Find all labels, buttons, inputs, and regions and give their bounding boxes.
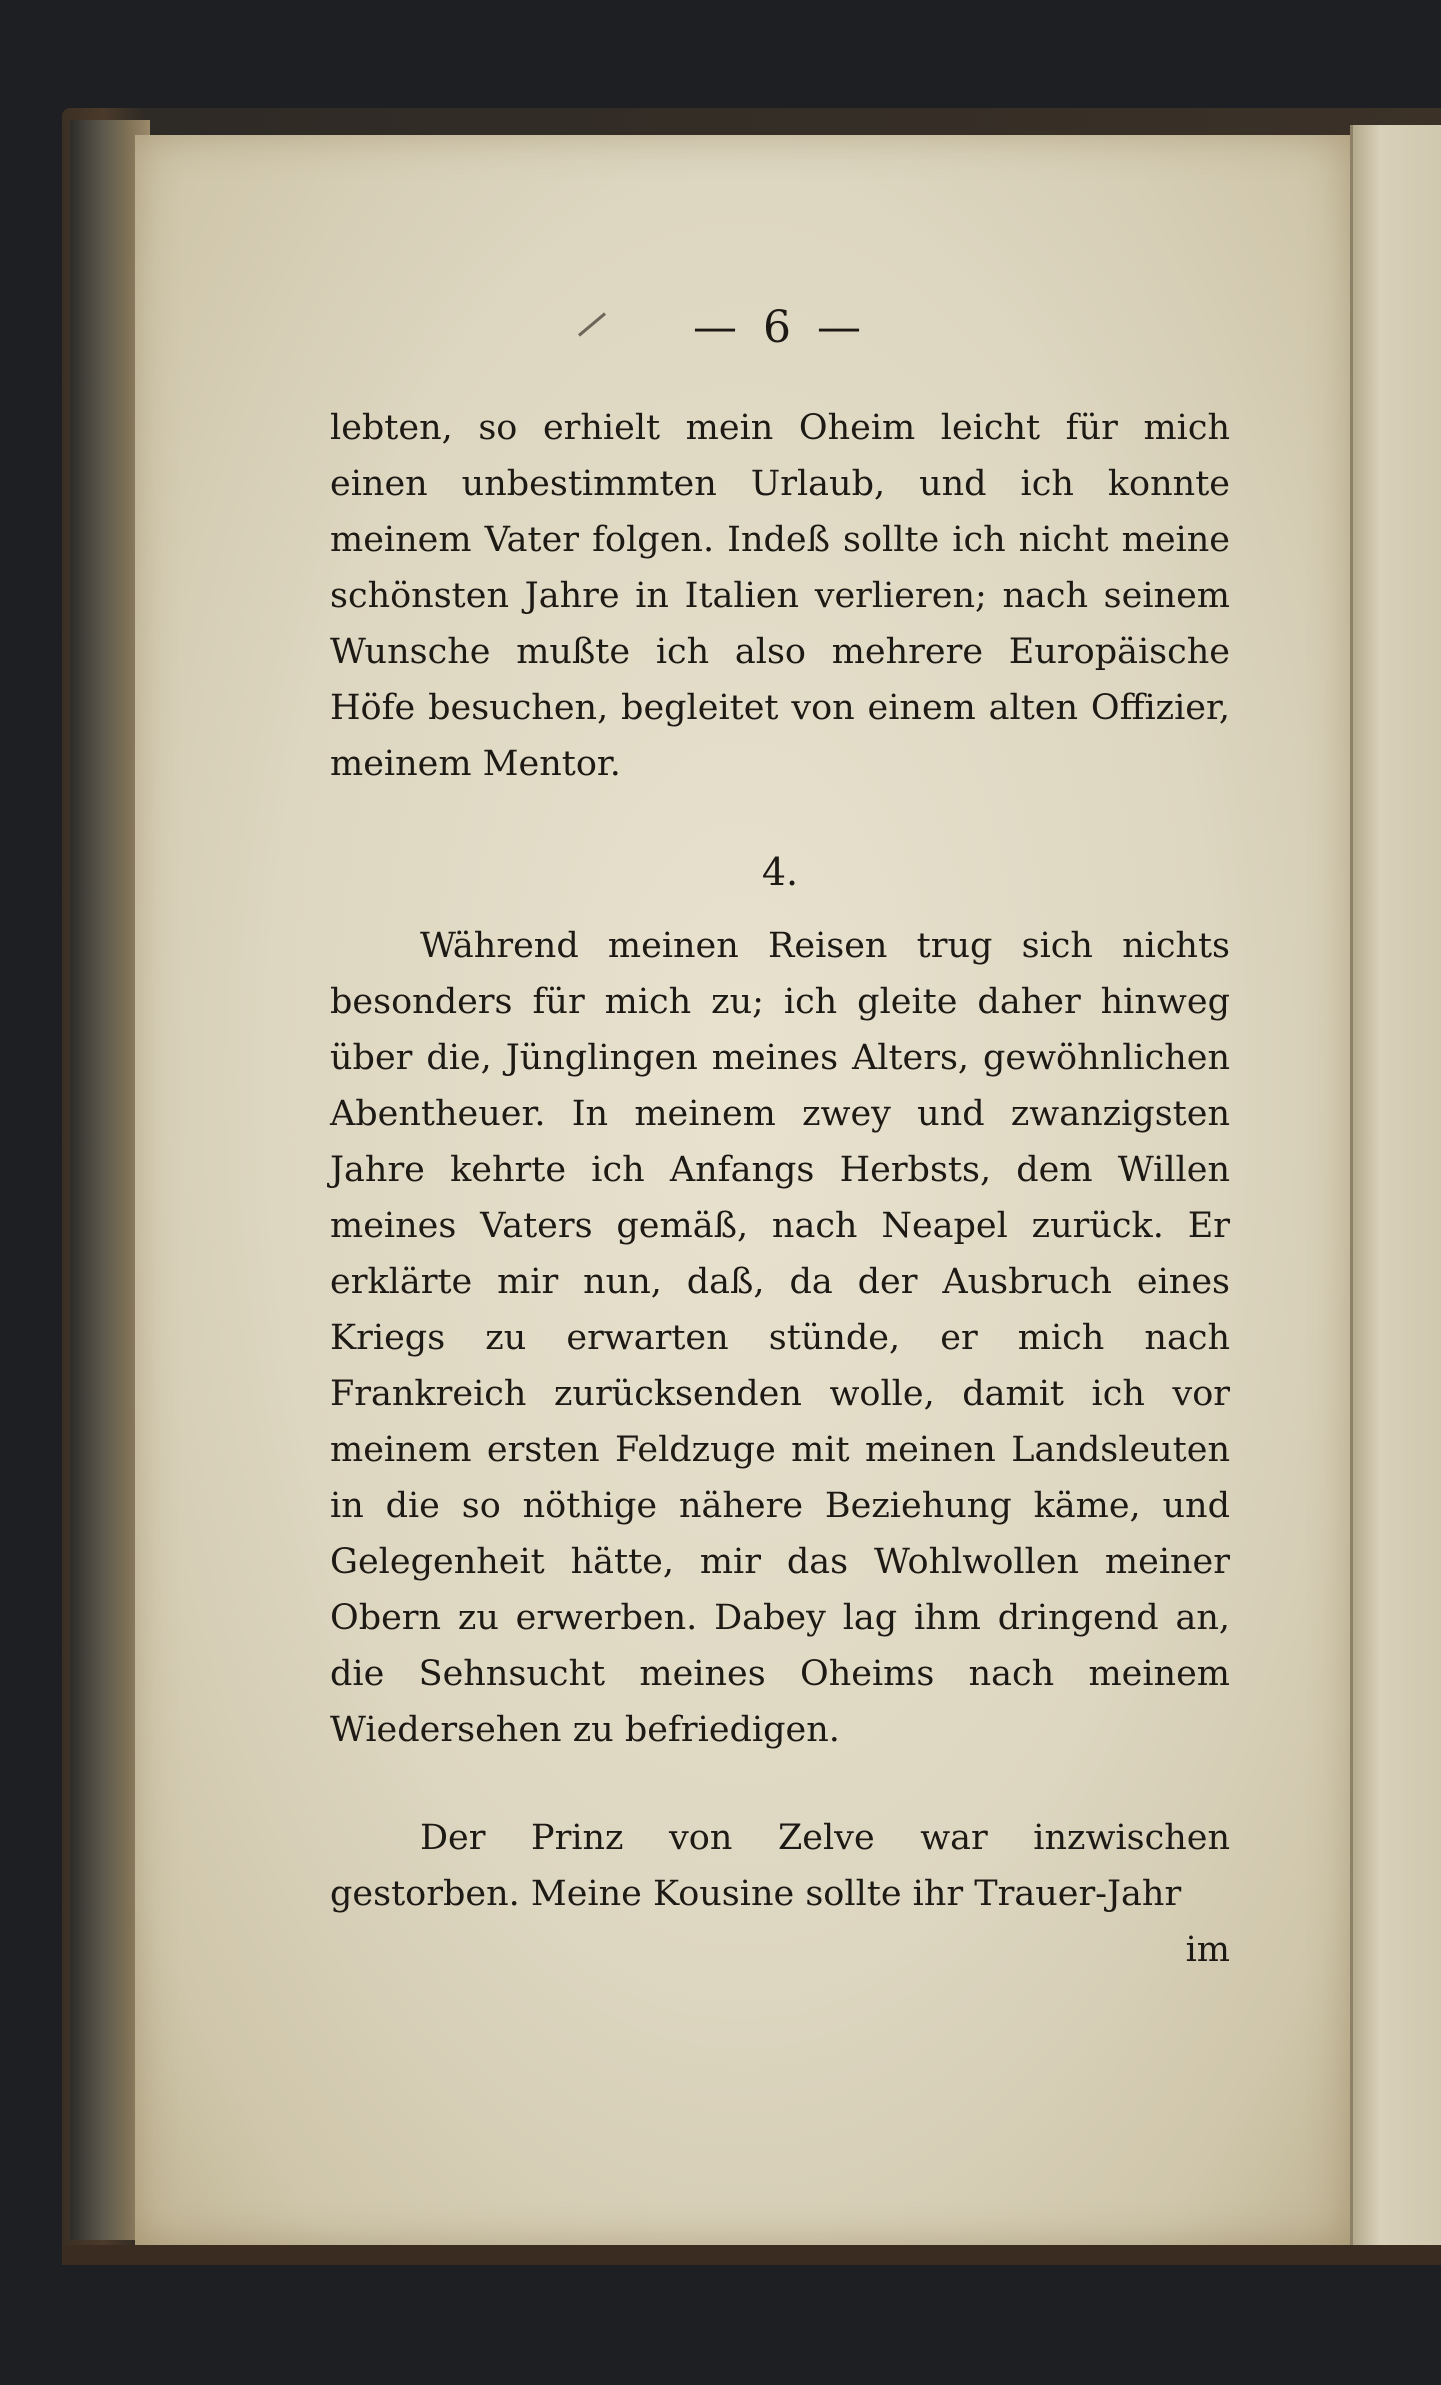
catchword: im <box>1185 1930 1230 1970</box>
facing-page-edge <box>1350 125 1441 2255</box>
paragraph-2: Während meinen Reisen trug sich nichts besonders für mich zu; ich gleite daher hinweg über die, Jünglingen meines Alters, gewöhnlichen Abentheuer. In meinem zwey und zwanzigsten Jahre kehrte ich Anfangs Herbsts, dem Willen meines Vaters gemäß, nach Neapel zurück. Er erklärte mir nun, daß, da der Ausbruch eines Kriegs zu erwarten stünde, er mich nach Frankreich zurücksenden wolle, damit ich vor meinem ersten Feldzuge mit meinen Landsleuten in die so nöthige nähere Beziehung käme, und Gelegenheit hätte, mir das Wohlwollen meiner Obern zu erwerben. Dabey lag ihm dringend an, die Sehnsucht meines Oheims nach meinem Wiedersehen zu befriedigen. <box>330 926 1230 1750</box>
paragraph-1: lebten, so erhielt mein Oheim leicht für mich einen unbestimmten Urlaub, und ich konnte meinem Vater folgen. Indeß sollte ich nicht meine schönsten Jahre in Italien verlieren; nach seinem Wunsche mußte ich also mehrere Europäische Höfe besuchen, begleitet von einem alten Offizier, meinem Mentor. <box>330 408 1230 784</box>
page-text <box>330 300 1230 1978</box>
page-number: — 6 — <box>693 302 867 353</box>
paragraph-3: Der Prinz von Zelve war inzwischen gestorben. Meine Kousine sollte ihr Trauer-Jahr <box>330 1818 1230 1914</box>
section-number: 4. <box>761 850 799 894</box>
book-bottom-board <box>62 2245 1441 2265</box>
